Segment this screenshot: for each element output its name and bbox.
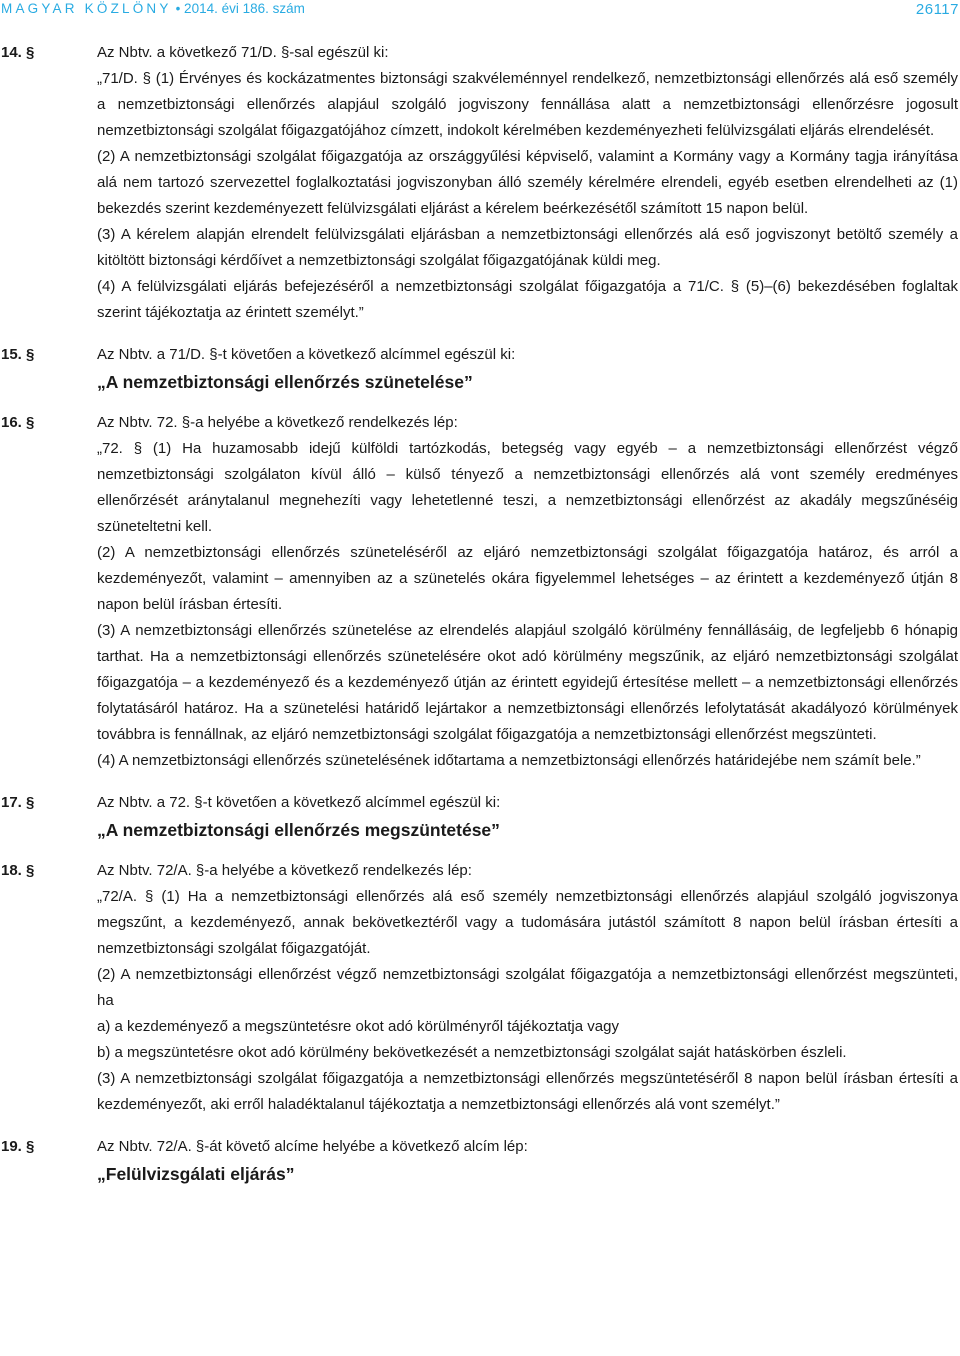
paragraph: „72. § (1) Ha huzamosabb idejű külföldi tartózkodás, betegség vagy egyéb – a nemzetbiztonsági ellenőrzést végző nemzetbiztonsági szolgálaton kívül álló – külső tényező a nemzetbiztonsági ellenőrzés alá vont személy eredményes ellenőrzését aránytalanul megnehezíti vagy lehetetlenné teszi, a nemzetbiztonsági ellenőrzést az akadály megszűnéséig szüneteltetni kell.: [97, 440, 958, 535]
subtitle-heading: „A nemzetbiztonsági ellenőrzés megszüntetése”: [97, 820, 500, 840]
journal-name: MAGYAR KÖZLÖNY: [1, 1, 172, 16]
section-body: [97, 858, 958, 1118]
section-body: [97, 790, 958, 844]
paragraph: (2) A nemzetbiztonsági ellenőrzést végző nemzetbiztonsági szolgálat főigazgatója a nemzetbiztonsági ellenőrzést megszünteti, ha: [97, 966, 958, 1009]
section-number: 14. §: [1, 44, 35, 61]
section-intro: Az Nbtv. 72/A. §-át követő alcíme helyébe a következő alcím lép:: [97, 1138, 528, 1155]
section-18: [0, 858, 960, 1118]
section-intro: Az Nbtv. a következő 71/D. §-sal egészül ki:: [97, 44, 389, 61]
section-number: 19. §: [1, 1138, 35, 1155]
section-number: 18. §: [1, 862, 35, 879]
section-number: 17. §: [1, 794, 35, 811]
section-number: 15. §: [1, 346, 35, 363]
paragraph: (4) A felülvizsgálati eljárás befejezéséről a nemzetbiztonsági szolgálat főigazgatója a 71/C. § (5)–(6) bekezdésében foglaltak szerint tájékoztatja az érintett személyt.”: [97, 278, 958, 321]
section-intro: Az Nbtv. a 72. §-t követően a következő alcímmel egészül ki:: [97, 794, 501, 811]
paragraph: „72/A. § (1) Ha a nemzetbiztonsági ellenőrzés alá eső személy nemzetbiztonsági ellenőrzés alapjául szolgáló jogviszonya megszűnt, a kezdeményező, annak bekövetkeztéről vagy a tudomására jutástól számított 8 napon belül írásban értesíti a nemzetbiztonsági szolgálat főigazgatóját.: [97, 888, 958, 957]
subtitle-heading: „Felülvizsgálati eljárás”: [97, 1164, 295, 1184]
paragraph: (2) A nemzetbiztonsági szolgálat főigazgatója az országgyűlési képviselő, valamint a Kormány vagy a Kormány tagja irányítása alá nem tartozó szervezettel foglalkoztatási jogviszonyban álló személy kérelmére elrendeli, egyéb esetben elrendelheti az (1) bekezdés szerint kezdeményezett felülvizsgálati eljárást a kérelem beérkezésétől számított 15 napon belül.: [97, 148, 958, 217]
page-header: [0, 0, 960, 22]
paragraph: b) a megszüntetésre okot adó körülmény bekövetkezését a nemzetbiztonsági szolgálat saját hatáskörben észleli.: [97, 1044, 847, 1061]
section-body: [97, 342, 958, 396]
section-15: [0, 342, 960, 396]
page-number: 26117: [915, 1, 959, 18]
paragraph: (4) A nemzetbiztonsági ellenőrzés szünetelésének időtartama a nemzetbiztonsági ellenőrzés határidejébe nem számít bele.”: [97, 752, 921, 769]
section-17: [0, 790, 960, 844]
section-number: 16. §: [1, 414, 35, 431]
section-intro: Az Nbtv. 72/A. §-a helyébe a következő rendelkezés lép:: [97, 862, 472, 879]
section-body: [97, 1134, 958, 1188]
section-16: [0, 410, 960, 774]
paragraph: „71/D. § (1) Érvényes és kockázatmentes biztonsági szakvéleménnyel rendelkező, nemzetbiztonsági ellenőrzés alá eső személy a nemzetbiztonsági ellenőrzés alapjául szolgáló jogviszony fennállása alatt a nemzetbiztonsági ellenőrzésre jogosult nemzetbiztonsági szolgálat főigazgatójához címzett, indokolt kérelmében kezdeményezheti felülvizsgálati eljárás elrendelését.: [97, 70, 958, 139]
paragraph: (3) A kérelem alapján elrendelt felülvizsgálati eljárásban a nemzetbiztonsági ellenőrzés alá eső jogviszonyt betöltő személy a kitöltött biztonsági kérdőívet a nemzetbiztonsági szolgálat főigazgatójának küldi meg.: [97, 226, 958, 269]
paragraph: (2) A nemzetbiztonsági ellenőrzés szüneteléséről az eljáró nemzetbiztonsági szolgálat főigazgatója határoz, és arról a kezdeményezőt, valamint – amennyiben az a szünetelés okára figyelemmel lehetséges – az érintett a kezdeményező útján 8 napon belül írásban értesíti.: [97, 544, 958, 613]
section-19: [0, 1134, 960, 1188]
section-14: [0, 40, 960, 326]
section-intro: Az Nbtv. 72. §-a helyébe a következő rendelkezés lép:: [97, 414, 458, 431]
issue-info: • 2014. évi 186. szám: [175, 1, 305, 16]
section-body: [97, 410, 958, 774]
subtitle-heading: „A nemzetbiztonsági ellenőrzés szünetelése”: [97, 372, 473, 392]
journal-title: [1, 1, 305, 16]
paragraph: a) a kezdeményező a megszüntetésre okot adó körülményről tájékoztatja vagy: [97, 1018, 619, 1035]
paragraph: (3) A nemzetbiztonsági szolgálat főigazgatója a nemzetbiztonsági ellenőrzés megszüntetéséről 8 napon belül írásban értesíti a kezdeményezőt, aki erről haladéktalanul tájékoztatja a nemzetbiztonsági ellenőrzés alá vont személyt.”: [97, 1070, 958, 1113]
document-body: [0, 40, 960, 1204]
section-body: [97, 40, 958, 326]
section-intro: Az Nbtv. a 71/D. §-t követően a következő alcímmel egészül ki:: [97, 346, 516, 363]
paragraph: (3) A nemzetbiztonsági ellenőrzés szünetelése az elrendelés alapjául szolgáló körülmény fennállásáig, de legfeljebb 6 hónapig tarthat. Ha a nemzetbiztonsági ellenőrzés szünetelésére okot adó körülmény megszűnik, az eljáró nemzetbiztonsági szolgálat főigazgatója – a kezdeményező és a kezdeményező útján az érintett egyidejű értesítése mellett – a nemzetbiztonsági ellenőrzés folytatásáról határoz. Ha a szünetelési határidő lejártakor a nemzetbiztonsági ellenőrzés lefolytatását akadályozó körülmények továbbra is fennállnak, az eljáró nemzetbiztonsági szolgálat főigazgatója a nemzetbiztonsági ellenőrzést megszünteti.: [97, 622, 958, 743]
